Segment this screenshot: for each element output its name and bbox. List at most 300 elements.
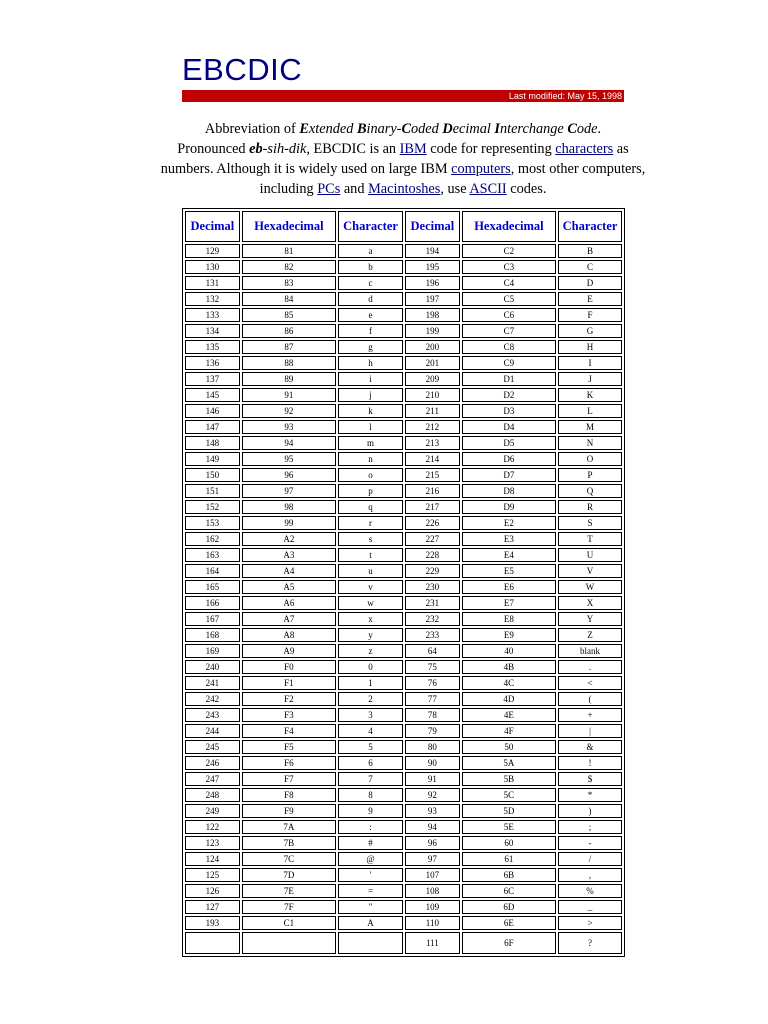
decimal-cell: 148 bbox=[185, 436, 240, 450]
decimal-cell: 149 bbox=[185, 452, 240, 466]
table-row bbox=[185, 340, 622, 354]
character-cell: I bbox=[558, 356, 622, 370]
decimal-cell: 249 bbox=[185, 804, 240, 818]
decimal-cell: 122 bbox=[185, 820, 240, 834]
hex-cell: C8 bbox=[462, 340, 556, 354]
decimal-cell: 134 bbox=[185, 324, 240, 338]
hex-cell: A7 bbox=[242, 612, 336, 626]
character-cell: ' bbox=[338, 868, 403, 882]
hex-cell: 40 bbox=[462, 644, 556, 658]
character-cell: ! bbox=[558, 756, 622, 770]
hex-cell: 5C bbox=[462, 788, 556, 802]
character-cell: Y bbox=[558, 612, 622, 626]
decimal-cell: 248 bbox=[185, 788, 240, 802]
hex-cell: E9 bbox=[462, 628, 556, 642]
character-cell: @ bbox=[338, 852, 403, 866]
table-row bbox=[185, 452, 622, 466]
table-row bbox=[185, 836, 622, 850]
character-cell: 2 bbox=[338, 692, 403, 706]
hex-cell: E6 bbox=[462, 580, 556, 594]
character-cell: Q bbox=[558, 484, 622, 498]
decimal-cell: 93 bbox=[405, 804, 460, 818]
decimal-cell: 126 bbox=[185, 884, 240, 898]
table-row bbox=[185, 708, 622, 722]
table-row bbox=[185, 644, 622, 658]
hex-cell: 5D bbox=[462, 804, 556, 818]
pronunciation: eb-sih-dik, bbox=[249, 141, 310, 157]
hex-cell: D6 bbox=[462, 452, 556, 466]
character-cell: 4 bbox=[338, 724, 403, 738]
hex-cell: C5 bbox=[462, 292, 556, 306]
character-cell: 6 bbox=[338, 756, 403, 770]
decimal-cell: 94 bbox=[405, 820, 460, 834]
character-cell: y bbox=[338, 628, 403, 642]
character-cell: > bbox=[558, 916, 622, 930]
computers-link[interactable]: computers bbox=[451, 161, 511, 177]
decimal-cell: 78 bbox=[405, 708, 460, 722]
hex-cell: 4E bbox=[462, 708, 556, 722]
character-cell bbox=[338, 932, 403, 954]
character-cell: s bbox=[338, 532, 403, 546]
table-row bbox=[185, 308, 622, 322]
decimal-cell: 133 bbox=[185, 308, 240, 322]
hex-cell: 92 bbox=[242, 404, 336, 418]
character-cell: v bbox=[338, 580, 403, 594]
character-cell: / bbox=[558, 852, 622, 866]
character-cell: 8 bbox=[338, 788, 403, 802]
hex-cell: 6E bbox=[462, 916, 556, 930]
character-cell: d bbox=[338, 292, 403, 306]
character-cell: p bbox=[338, 484, 403, 498]
hex-cell: A6 bbox=[242, 596, 336, 610]
character-cell: ( bbox=[558, 692, 622, 706]
hex-cell: 4D bbox=[462, 692, 556, 706]
character-cell: | bbox=[558, 724, 622, 738]
hex-cell: A9 bbox=[242, 644, 336, 658]
decimal-cell: 77 bbox=[405, 692, 460, 706]
hex-cell: C6 bbox=[462, 308, 556, 322]
character-cell: ; bbox=[558, 820, 622, 834]
page-title: EBCDIC bbox=[182, 52, 303, 87]
hex-cell: E3 bbox=[462, 532, 556, 546]
table-row bbox=[185, 788, 622, 802]
character-cell: t bbox=[338, 548, 403, 562]
hex-cell: 7D bbox=[242, 868, 336, 882]
table-row bbox=[185, 772, 622, 786]
table-row bbox=[185, 244, 622, 258]
header-hexadecimal: Hexadecimal bbox=[462, 211, 556, 242]
hex-cell: F3 bbox=[242, 708, 336, 722]
hex-cell: C7 bbox=[462, 324, 556, 338]
decimal-cell: 201 bbox=[405, 356, 460, 370]
decimal-cell: 151 bbox=[185, 484, 240, 498]
hex-cell: F5 bbox=[242, 740, 336, 754]
hex-cell: F4 bbox=[242, 724, 336, 738]
character-cell: o bbox=[338, 468, 403, 482]
ibm-link[interactable]: IBM bbox=[399, 141, 427, 157]
character-cell: e bbox=[338, 308, 403, 322]
hex-cell: A2 bbox=[242, 532, 336, 546]
table-row bbox=[185, 660, 622, 674]
character-cell: * bbox=[558, 788, 622, 802]
character-cell: n bbox=[338, 452, 403, 466]
decimal-cell: 227 bbox=[405, 532, 460, 546]
table-header-row bbox=[185, 211, 622, 242]
hex-cell: C4 bbox=[462, 276, 556, 290]
character-cell: 1 bbox=[338, 676, 403, 690]
decimal-cell: 240 bbox=[185, 660, 240, 674]
hex-cell: E5 bbox=[462, 564, 556, 578]
decimal-cell: 162 bbox=[185, 532, 240, 546]
decimal-cell: 125 bbox=[185, 868, 240, 882]
hex-cell: 6F bbox=[462, 932, 556, 954]
decimal-cell: 97 bbox=[405, 852, 460, 866]
hex-cell: 6D bbox=[462, 900, 556, 914]
table-row bbox=[185, 356, 622, 370]
hex-cell: 85 bbox=[242, 308, 336, 322]
character-cell: D bbox=[558, 276, 622, 290]
table-row bbox=[185, 260, 622, 274]
decimal-cell: 135 bbox=[185, 340, 240, 354]
hex-cell: 84 bbox=[242, 292, 336, 306]
character-cell: 0 bbox=[338, 660, 403, 674]
decimal-cell: 217 bbox=[405, 500, 460, 514]
decimal-cell: 108 bbox=[405, 884, 460, 898]
decimal-cell: 226 bbox=[405, 516, 460, 530]
decimal-cell: 216 bbox=[405, 484, 460, 498]
hex-cell: 94 bbox=[242, 436, 336, 450]
character-cell: m bbox=[338, 436, 403, 450]
character-cell: q bbox=[338, 500, 403, 514]
hex-cell: 7A bbox=[242, 820, 336, 834]
decimal-cell: 130 bbox=[185, 260, 240, 274]
decimal-cell: 150 bbox=[185, 468, 240, 482]
character-cell: _ bbox=[558, 900, 622, 914]
decimal-cell: 145 bbox=[185, 388, 240, 402]
hex-cell: C3 bbox=[462, 260, 556, 274]
character-cell: T bbox=[558, 532, 622, 546]
header-hexadecimal: Hexadecimal bbox=[242, 211, 336, 242]
decimal-cell: 111 bbox=[405, 932, 460, 954]
characters-link[interactable]: characters bbox=[555, 141, 614, 157]
decimal-cell: 241 bbox=[185, 676, 240, 690]
header-character: Character bbox=[338, 211, 403, 242]
character-cell: g bbox=[338, 340, 403, 354]
hex-cell: 61 bbox=[462, 852, 556, 866]
decimal-cell: 91 bbox=[405, 772, 460, 786]
character-cell: E bbox=[558, 292, 622, 306]
character-cell: L bbox=[558, 404, 622, 418]
decimal-cell: 136 bbox=[185, 356, 240, 370]
decimal-cell: 90 bbox=[405, 756, 460, 770]
hex-cell: 7B bbox=[242, 836, 336, 850]
decimal-cell: 199 bbox=[405, 324, 460, 338]
table-row bbox=[185, 852, 622, 866]
decimal-cell: 76 bbox=[405, 676, 460, 690]
table-row bbox=[185, 404, 622, 418]
decimal-cell: 229 bbox=[405, 564, 460, 578]
character-cell: " bbox=[338, 900, 403, 914]
header-character: Character bbox=[558, 211, 622, 242]
decimal-cell: 198 bbox=[405, 308, 460, 322]
hex-cell: 86 bbox=[242, 324, 336, 338]
hex-cell: 5B bbox=[462, 772, 556, 786]
hex-cell: E4 bbox=[462, 548, 556, 562]
hex-cell: A5 bbox=[242, 580, 336, 594]
decimal-cell: 167 bbox=[185, 612, 240, 626]
table-row bbox=[185, 436, 622, 450]
decimal-cell: 231 bbox=[405, 596, 460, 610]
decimal-cell: 153 bbox=[185, 516, 240, 530]
decimal-cell: 213 bbox=[405, 436, 460, 450]
character-cell: f bbox=[338, 324, 403, 338]
table-row bbox=[185, 868, 622, 882]
character-cell: 7 bbox=[338, 772, 403, 786]
character-cell: & bbox=[558, 740, 622, 754]
character-cell: 3 bbox=[338, 708, 403, 722]
table-row bbox=[185, 324, 622, 338]
character-cell: W bbox=[558, 580, 622, 594]
character-cell: a bbox=[338, 244, 403, 258]
decimal-cell: 127 bbox=[185, 900, 240, 914]
decimal-cell: 124 bbox=[185, 852, 240, 866]
decimal-cell: 123 bbox=[185, 836, 240, 850]
hex-cell: 4F bbox=[462, 724, 556, 738]
decimal-cell: 132 bbox=[185, 292, 240, 306]
ascii-link[interactable]: ASCII bbox=[469, 181, 507, 197]
decimal-cell: 146 bbox=[185, 404, 240, 418]
table-row bbox=[185, 724, 622, 738]
character-cell: R bbox=[558, 500, 622, 514]
table-row bbox=[185, 372, 622, 386]
decimal-cell: 152 bbox=[185, 500, 240, 514]
character-cell: l bbox=[338, 420, 403, 434]
character-cell: S bbox=[558, 516, 622, 530]
decimal-cell: 193 bbox=[185, 916, 240, 930]
table-row bbox=[185, 276, 622, 290]
decimal-cell: 210 bbox=[405, 388, 460, 402]
table-row bbox=[185, 580, 622, 594]
table-row bbox=[185, 740, 622, 754]
table-row bbox=[185, 532, 622, 546]
table-row bbox=[185, 612, 622, 626]
hex-cell: 5A bbox=[462, 756, 556, 770]
character-cell: # bbox=[338, 836, 403, 850]
hex-cell: D8 bbox=[462, 484, 556, 498]
decimal-cell: 168 bbox=[185, 628, 240, 642]
decimal-cell: 166 bbox=[185, 596, 240, 610]
table-row bbox=[185, 420, 622, 434]
character-cell: $ bbox=[558, 772, 622, 786]
table-row bbox=[185, 692, 622, 706]
hex-cell: 98 bbox=[242, 500, 336, 514]
hex-cell: 7F bbox=[242, 900, 336, 914]
decimal-cell: 214 bbox=[405, 452, 460, 466]
hex-cell: D5 bbox=[462, 436, 556, 450]
decimal-cell: 109 bbox=[405, 900, 460, 914]
hex-cell: 4C bbox=[462, 676, 556, 690]
decimal-cell: 131 bbox=[185, 276, 240, 290]
character-cell: H bbox=[558, 340, 622, 354]
table-row bbox=[185, 548, 622, 562]
decimal-cell bbox=[185, 932, 240, 954]
table-row bbox=[185, 500, 622, 514]
hex-cell: E7 bbox=[462, 596, 556, 610]
table-row bbox=[185, 292, 622, 306]
decimal-cell: 107 bbox=[405, 868, 460, 882]
hex-cell: C2 bbox=[462, 244, 556, 258]
hex-cell: 60 bbox=[462, 836, 556, 850]
character-cell: j bbox=[338, 388, 403, 402]
hex-cell: A3 bbox=[242, 548, 336, 562]
hex-cell: D9 bbox=[462, 500, 556, 514]
table-row bbox=[185, 468, 622, 482]
hex-cell: 7E bbox=[242, 884, 336, 898]
decimal-cell: 244 bbox=[185, 724, 240, 738]
hex-cell: 97 bbox=[242, 484, 336, 498]
character-cell: w bbox=[338, 596, 403, 610]
hex-cell: 87 bbox=[242, 340, 336, 354]
hex-cell: F6 bbox=[242, 756, 336, 770]
character-cell: ) bbox=[558, 804, 622, 818]
character-cell: r bbox=[338, 516, 403, 530]
decimal-cell: 137 bbox=[185, 372, 240, 386]
hex-cell: F0 bbox=[242, 660, 336, 674]
character-cell: + bbox=[558, 708, 622, 722]
character-cell: M bbox=[558, 420, 622, 434]
character-cell: 9 bbox=[338, 804, 403, 818]
character-cell: x bbox=[338, 612, 403, 626]
character-cell: C bbox=[558, 260, 622, 274]
hex-cell: 96 bbox=[242, 468, 336, 482]
decimal-cell: 211 bbox=[405, 404, 460, 418]
hex-cell: 95 bbox=[242, 452, 336, 466]
decimal-cell: 129 bbox=[185, 244, 240, 258]
decimal-cell: 230 bbox=[405, 580, 460, 594]
hex-cell: D2 bbox=[462, 388, 556, 402]
hex-cell: 6C bbox=[462, 884, 556, 898]
character-cell: - bbox=[558, 836, 622, 850]
character-cell: b bbox=[338, 260, 403, 274]
decimal-cell: 163 bbox=[185, 548, 240, 562]
hex-cell: 99 bbox=[242, 516, 336, 530]
hex-cell: 93 bbox=[242, 420, 336, 434]
macintoshes-link[interactable]: Macintoshes bbox=[368, 181, 441, 197]
expanded-name: Extended Binary-Coded Decimal Interchange Code bbox=[299, 121, 598, 137]
decimal-cell: 64 bbox=[405, 644, 460, 658]
character-cell: X bbox=[558, 596, 622, 610]
character-cell: c bbox=[338, 276, 403, 290]
table-row bbox=[185, 932, 622, 954]
decimal-cell: 195 bbox=[405, 260, 460, 274]
table-row bbox=[185, 756, 622, 770]
decimal-cell: 164 bbox=[185, 564, 240, 578]
character-cell: u bbox=[338, 564, 403, 578]
table-row bbox=[185, 516, 622, 530]
hex-cell: D3 bbox=[462, 404, 556, 418]
character-cell: = bbox=[338, 884, 403, 898]
character-cell: K bbox=[558, 388, 622, 402]
decimal-cell: 232 bbox=[405, 612, 460, 626]
character-cell: i bbox=[338, 372, 403, 386]
hex-cell: F2 bbox=[242, 692, 336, 706]
character-cell: blank bbox=[558, 644, 622, 658]
hex-cell: 81 bbox=[242, 244, 336, 258]
hex-cell: 5E bbox=[462, 820, 556, 834]
table-row bbox=[185, 676, 622, 690]
table-row bbox=[185, 564, 622, 578]
hex-cell bbox=[242, 932, 336, 954]
character-cell: 5 bbox=[338, 740, 403, 754]
intro-paragraph: Abbreviation of Extended Binary-Coded Decimal Interchange Code. Pronounced eb-sih-dik, EBCDIC is an IBM code for representing characters as numbers. Although it is widely used on large IBM computers, most other computers, including PCs and Macintoshes, use ASCII codes. bbox=[160, 121, 646, 197]
character-cell: % bbox=[558, 884, 622, 898]
decimal-cell: 209 bbox=[405, 372, 460, 386]
table-row bbox=[185, 820, 622, 834]
hex-cell: 6B bbox=[462, 868, 556, 882]
decimal-cell: 196 bbox=[405, 276, 460, 290]
character-cell: h bbox=[338, 356, 403, 370]
hex-cell: 50 bbox=[462, 740, 556, 754]
table-body bbox=[185, 244, 622, 954]
pcs-link[interactable]: PCs bbox=[317, 181, 341, 197]
decimal-cell: 246 bbox=[185, 756, 240, 770]
character-cell: J bbox=[558, 372, 622, 386]
table-row bbox=[185, 388, 622, 402]
decimal-cell: 215 bbox=[405, 468, 460, 482]
character-cell: N bbox=[558, 436, 622, 450]
character-cell: G bbox=[558, 324, 622, 338]
hex-cell: D7 bbox=[462, 468, 556, 482]
character-cell: A bbox=[338, 916, 403, 930]
table-row bbox=[185, 804, 622, 818]
character-cell: k bbox=[338, 404, 403, 418]
character-cell: ? bbox=[558, 932, 622, 954]
hex-cell: A4 bbox=[242, 564, 336, 578]
decimal-cell: 200 bbox=[405, 340, 460, 354]
hex-cell: E2 bbox=[462, 516, 556, 530]
hex-cell: C9 bbox=[462, 356, 556, 370]
decimal-cell: 92 bbox=[405, 788, 460, 802]
decimal-cell: 194 bbox=[405, 244, 460, 258]
decimal-cell: 96 bbox=[405, 836, 460, 850]
hex-cell: E8 bbox=[462, 612, 556, 626]
character-cell: F bbox=[558, 308, 622, 322]
character-cell: . bbox=[558, 660, 622, 674]
hex-cell: F8 bbox=[242, 788, 336, 802]
table-row bbox=[185, 916, 622, 930]
character-cell: B bbox=[558, 244, 622, 258]
hex-cell: 91 bbox=[242, 388, 336, 402]
hex-cell: 89 bbox=[242, 372, 336, 386]
table-row bbox=[185, 484, 622, 498]
hex-cell: 88 bbox=[242, 356, 336, 370]
hex-cell: D1 bbox=[462, 372, 556, 386]
decimal-cell: 242 bbox=[185, 692, 240, 706]
decimal-cell: 80 bbox=[405, 740, 460, 754]
character-cell: O bbox=[558, 452, 622, 466]
decimal-cell: 165 bbox=[185, 580, 240, 594]
character-cell: V bbox=[558, 564, 622, 578]
character-cell: < bbox=[558, 676, 622, 690]
decimal-cell: 233 bbox=[405, 628, 460, 642]
character-cell: : bbox=[338, 820, 403, 834]
header-decimal: Decimal bbox=[185, 211, 240, 242]
table-row bbox=[185, 884, 622, 898]
title-underline-bar bbox=[182, 90, 624, 102]
ebcdic-code-table bbox=[182, 208, 625, 957]
hex-cell: 83 bbox=[242, 276, 336, 290]
character-cell: z bbox=[338, 644, 403, 658]
